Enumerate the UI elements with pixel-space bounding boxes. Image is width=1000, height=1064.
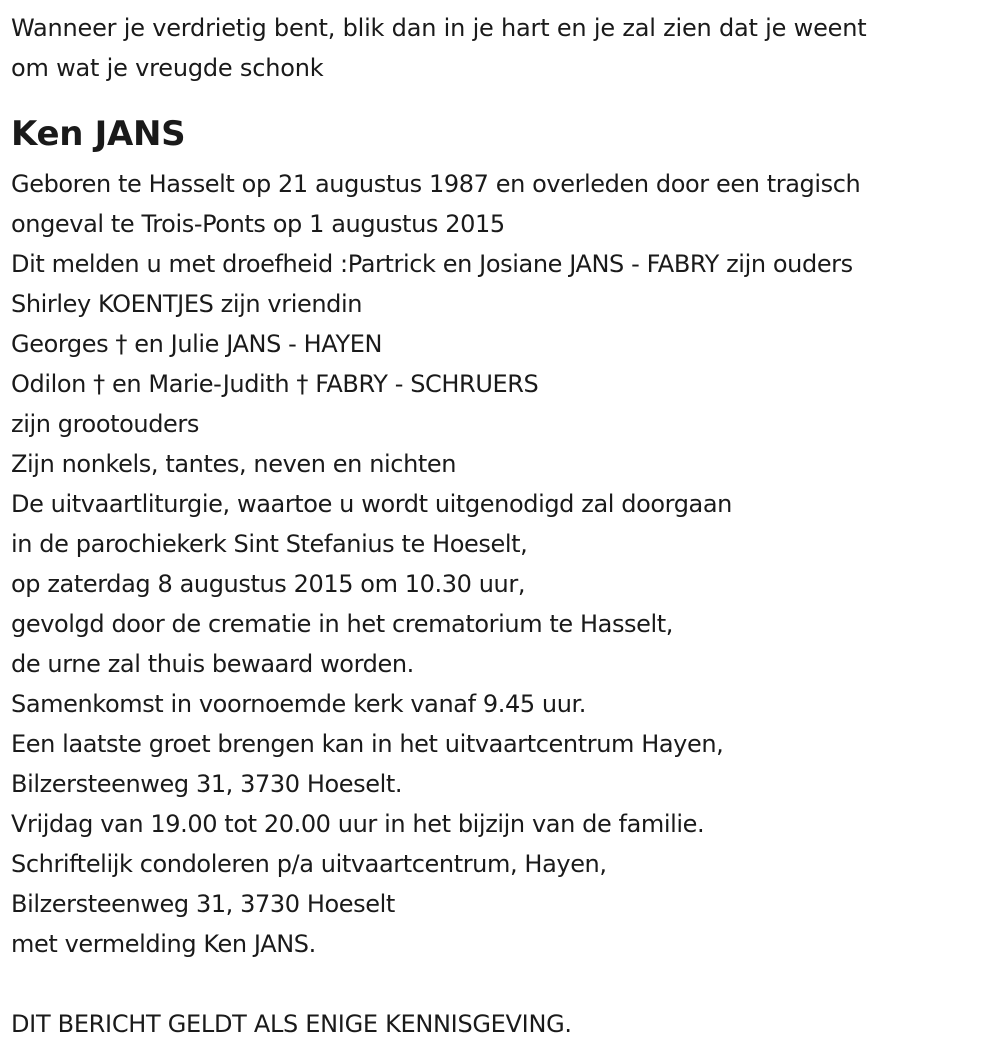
body-line-liturgy: De uitvaartliturgie, waartoe u wordt uitgenodigd zal doorgaan — [11, 490, 732, 518]
body-line-last-greeting: Een laatste groet brengen kan in het uitvaartcentrum Hayen, — [11, 730, 724, 758]
body-line-girlfriend: Shirley KOENTJES zijn vriendin — [11, 290, 363, 318]
body-line-parents: Dit melden u met droefheid :Partrick en Josiane JANS - FABRY zijn ouders — [11, 250, 853, 278]
deceased-name: Ken JANS — [11, 114, 186, 154]
body-line-birth-death-1: Geboren te Hasselt op 21 augustus 1987 en overleden door een tragisch — [11, 170, 861, 198]
body-line-date-time: op zaterdag 8 augustus 2015 om 10.30 uur, — [11, 570, 526, 598]
body-line-relatives: Zijn nonkels, tantes, neven en nichten — [11, 450, 457, 478]
body-line-condolences: Schriftelijk condoleren p/a uitvaartcentrum, Hayen, — [11, 850, 607, 878]
notice-footer: DIT BERICHT GELDT ALS ENIGE KENNISGEVING. — [11, 1010, 572, 1038]
body-line-cremation: gevolgd door de crematie in het crematorium te Hasselt, — [11, 610, 674, 638]
body-line-address-2: Bilzersteenweg 31, 3730 Hoeselt — [11, 890, 395, 918]
motto-line-2: om wat je vreugde schonk — [11, 54, 324, 82]
body-line-birth-death-2: ongeval te Trois-Ponts op 1 augustus 2015 — [11, 210, 505, 238]
body-line-mention: met vermelding Ken JANS. — [11, 930, 316, 958]
body-line-grandparents-label: zijn grootouders — [11, 410, 199, 438]
motto-line-1: Wanneer je verdrietig bent, blik dan in je hart en je zal zien dat je weent — [11, 14, 867, 42]
body-line-grandparents-jans: Georges † en Julie JANS - HAYEN — [11, 330, 383, 358]
body-line-grandparents-fabry: Odilon † en Marie-Judith † FABRY - SCHRUERS — [11, 370, 539, 398]
body-line-address-1: Bilzersteenweg 31, 3730 Hoeselt. — [11, 770, 403, 798]
body-line-gathering: Samenkomst in voornoemde kerk vanaf 9.45 uur. — [11, 690, 587, 718]
body-line-urn: de urne zal thuis bewaard worden. — [11, 650, 414, 678]
body-line-church: in de parochiekerk Sint Stefanius te Hoeselt, — [11, 530, 528, 558]
body-line-visiting-hours: Vrijdag van 19.00 tot 20.00 uur in het bijzijn van de familie. — [11, 810, 705, 838]
obituary-body — [11, 164, 990, 964]
motto — [11, 8, 990, 88]
